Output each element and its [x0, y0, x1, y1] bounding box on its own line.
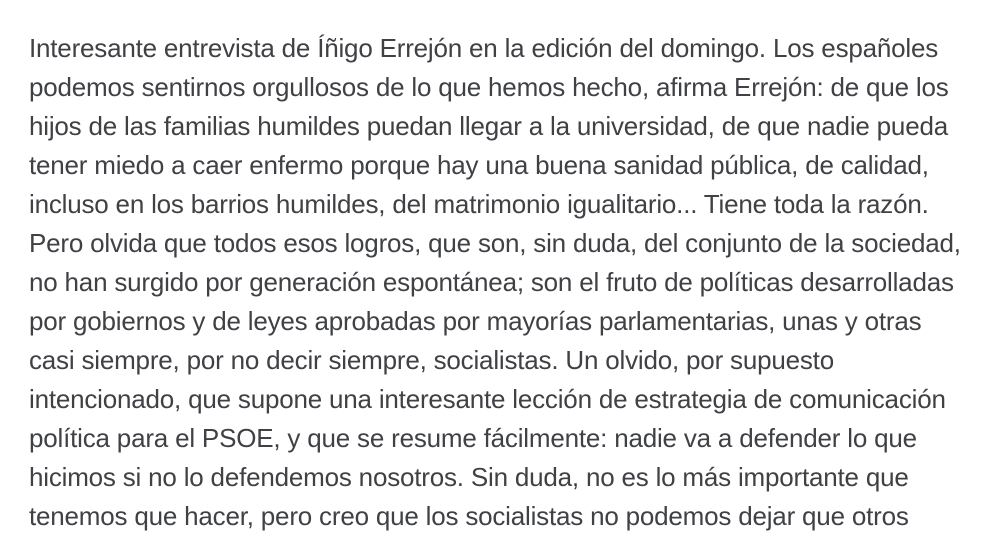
paragraph-line: política para el PSOE, y que se resume fácilmente: nadie va a defender lo que [29, 423, 917, 453]
paragraph-line: podemos sentirnos orgullosos de lo que hemos hecho, afirma Errejón: de que los [29, 72, 949, 102]
paragraph-line: no han surgido por generación espontánea; son el fruto de políticas desarrolladas [29, 267, 954, 297]
paragraph-line: intencionado, que supone una interesante lección de estrategia de comunicación [29, 384, 946, 414]
paragraph-line: hijos de las familias humildes puedan llegar a la universidad, de que nadie pueda [29, 111, 948, 141]
paragraph-line: Interesante entrevista de Íñigo Errejón en la edición del domingo. Los españoles [29, 33, 939, 63]
paragraph-line: tener miedo a caer enfermo porque hay una buena sanidad pública, de calidad, [29, 150, 929, 180]
paragraph-line: Pero olvida que todos esos logros, que son, sin duda, del conjunto de la sociedad, [29, 228, 961, 258]
paragraph-line: hicimos si no lo defendemos nosotros. Sin duda, no es lo más importante que [29, 462, 909, 492]
paragraph-line: tenemos que hacer, pero creo que los socialistas no podemos dejar que otros [29, 501, 909, 531]
paragraph-line: por gobiernos y de leyes aprobadas por mayorías parlamentarias, unas y otras [29, 306, 922, 336]
paragraph-line: casi siempre, por no decir siempre, socialistas. Un olvido, por supuesto [29, 345, 834, 375]
paragraph-line: incluso en los barrios humildes, del matrimonio igualitario... Tiene toda la razón. [29, 189, 929, 219]
